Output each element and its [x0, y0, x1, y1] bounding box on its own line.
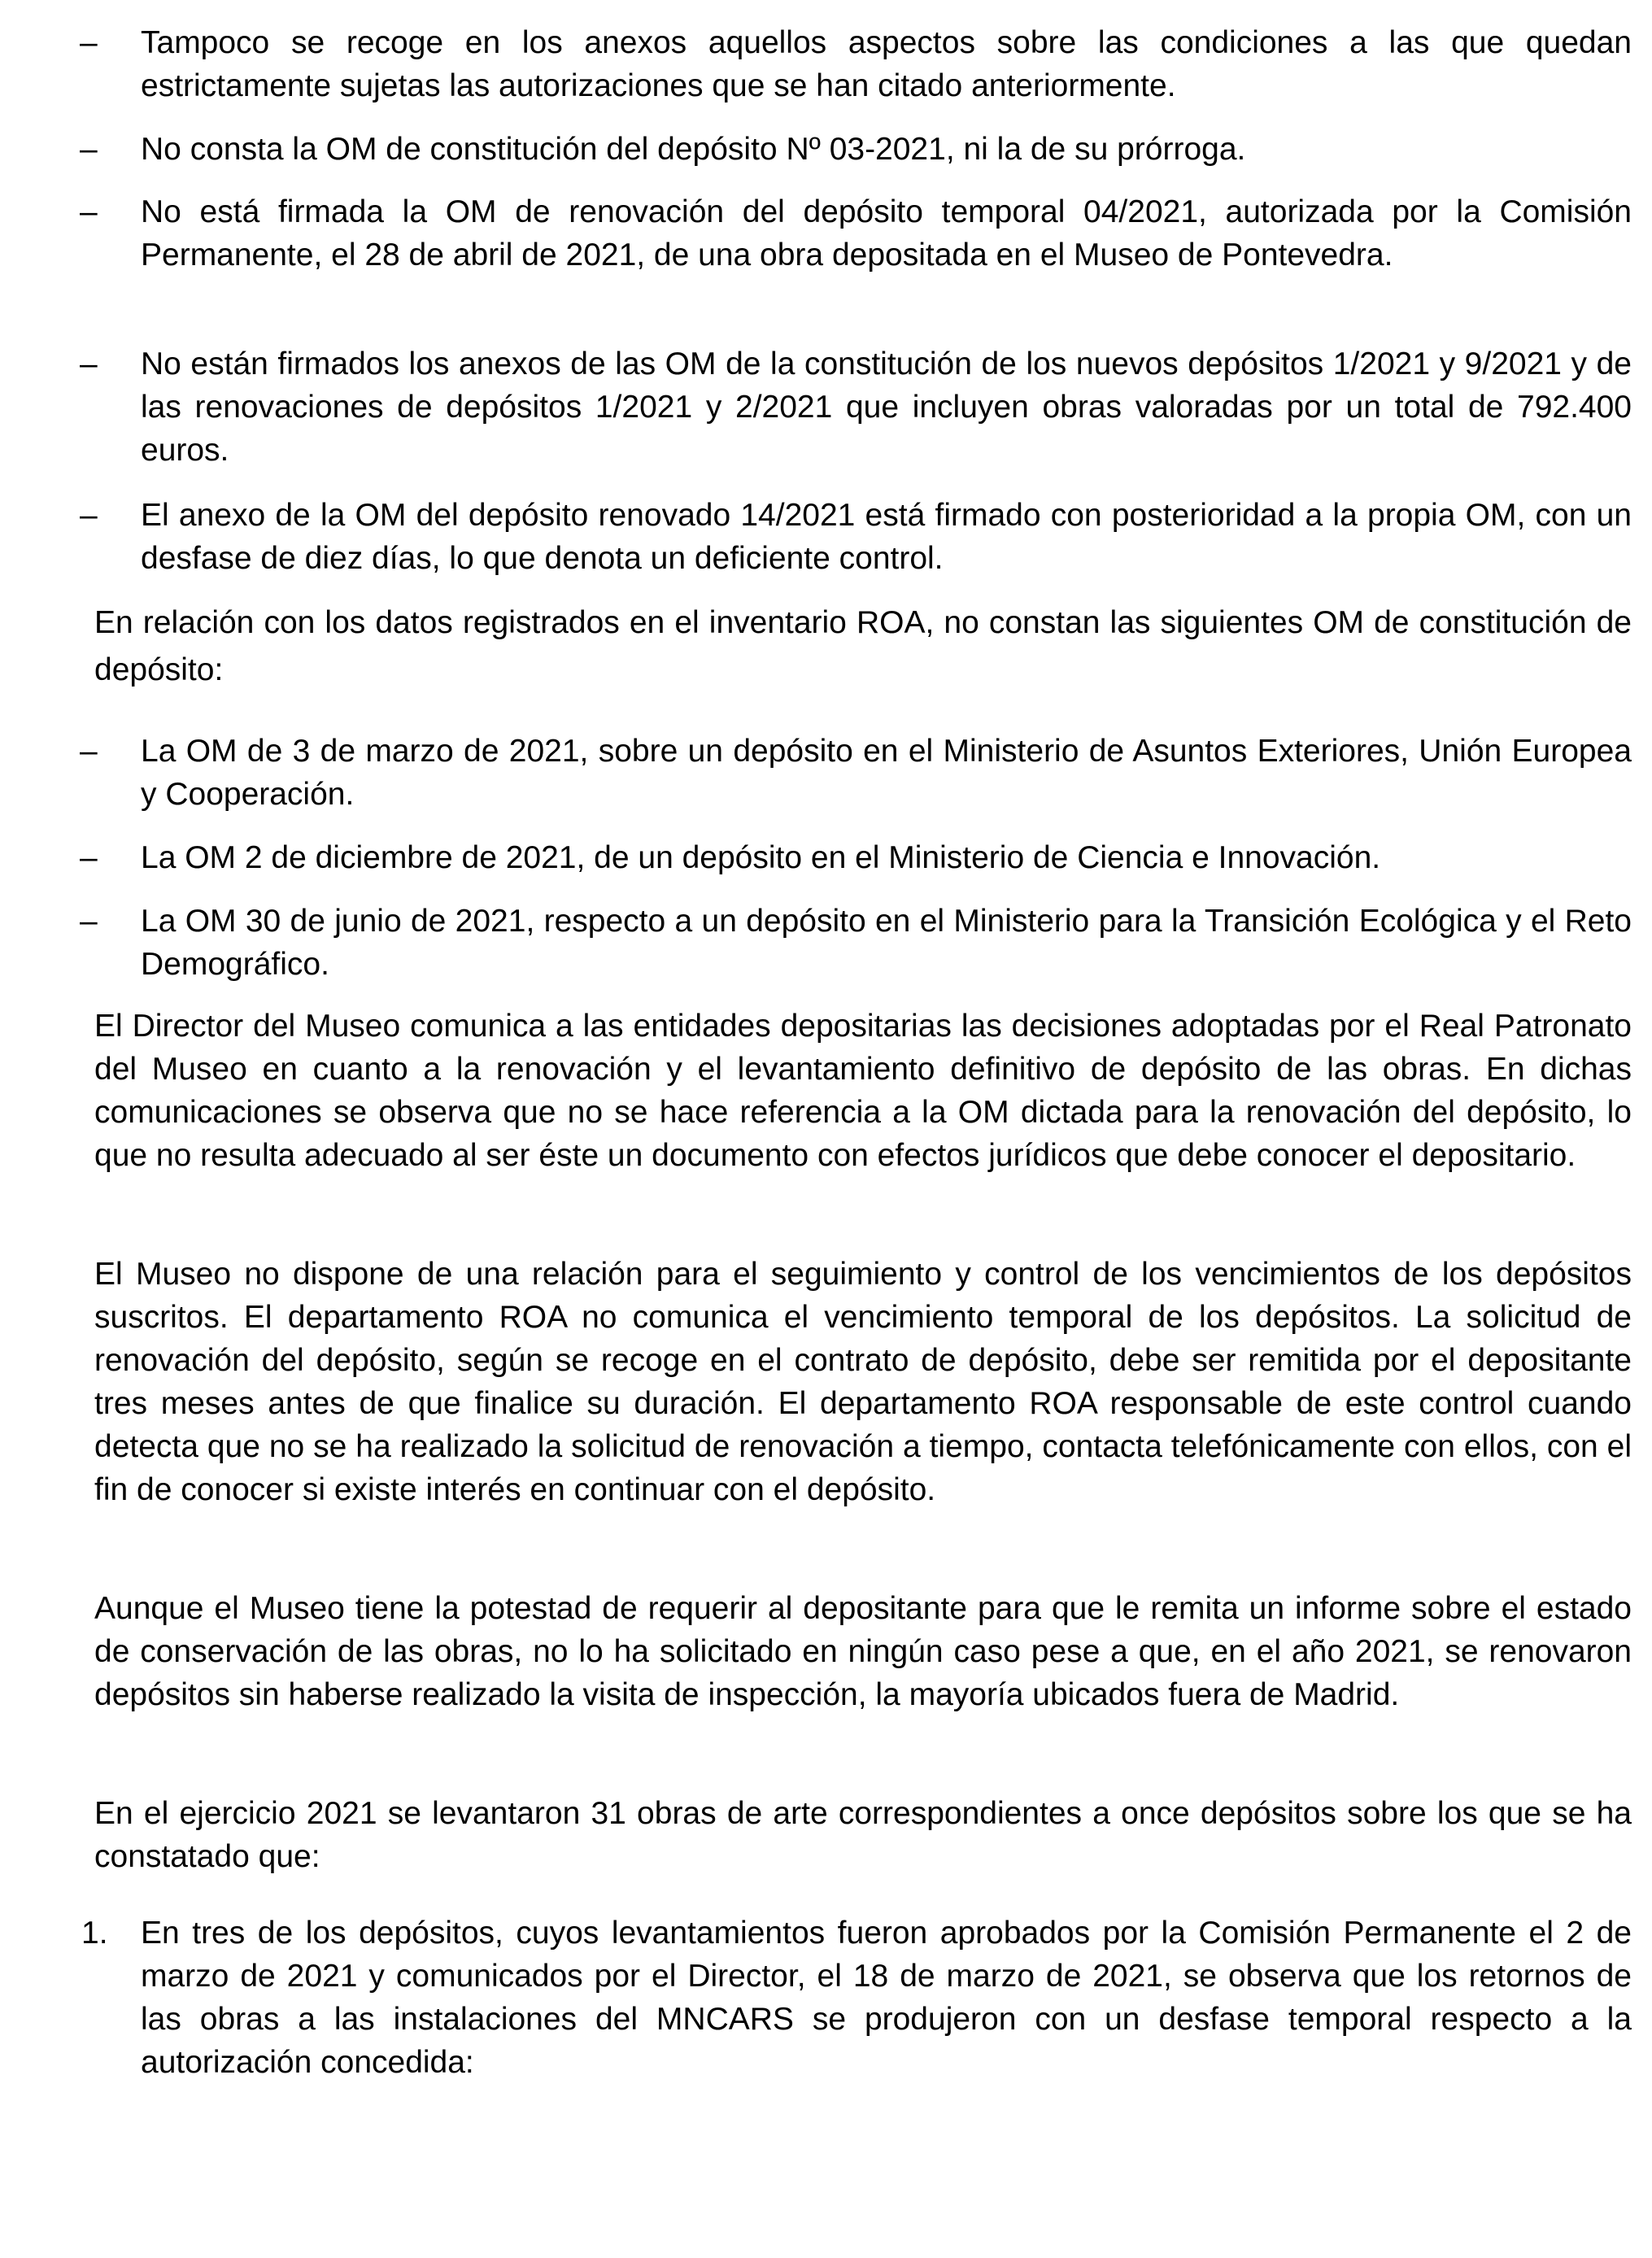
dash-bullet: – — [80, 904, 98, 939]
numbered-item-text: En tres de los depósitos, cuyos levantamientos fueron aprobados por la Comisión Permanente el 2 de marzo de 2021 y comunicados por el Director, el 18 de marzo de 2021, se observa que los retornos de las obras a las instalaciones del MNCARS se produjeron con un desfase temporal respecto a la autorización concedida: — [141, 1916, 1632, 2080]
list-item-text: La OM 2 de diciembre de 2021, de un depósito en el Ministerio de Ciencia e Innovación. — [141, 840, 1381, 875]
list-item-text: No están firmados los anexos de las OM de la constitución de los nuevos depósitos 1/2021 y 9/2021 y de las renovaciones de depósitos 1/2021 y 2/2021 que incluyen obras valoradas por un total de 792.400 euros. — [141, 347, 1632, 468]
dash-bullet: – — [80, 132, 98, 167]
list-item-text: La OM 30 de junio de 2021, respecto a un depósito en el Ministerio para la Transición Ecológica y el Reto Demográfico. — [141, 904, 1632, 982]
item-number: 1. — [81, 1916, 108, 1951]
dash-bullet: – — [80, 734, 98, 769]
paragraph-roa: En relación con los datos registrados en el inventario ROA, no constan las siguientes OM de constitución de depósito: — [94, 605, 1632, 687]
paragraph-aunque: Aunque el Museo tiene la potestad de requerir al depositante para que le remita un informe sobre el estado de conservación de las obras, no lo ha solicitado en ningún caso pese a que, en el año 2021, se renovaron depósitos sin haberse realizado la visita de inspección, la mayoría ubicados fuera de Madrid. — [94, 1591, 1632, 1712]
list-item-text: No está firmada la OM de renovación del depósito temporal 04/2021, autorizada por la Comisión Permanente, el 28 de abril de 2021, de una obra depositada en el Museo de Pontevedra. — [141, 194, 1632, 272]
dash-bullet: – — [80, 347, 98, 381]
list-item-text: Tampoco se recoge en los anexos aquellos aspectos sobre las condiciones a las que quedan estrictamente sujetas las autorizaciones que se han citado anteriormente. — [141, 25, 1632, 103]
paragraph-museo: El Museo no dispone de una relación para el seguimiento y control de los vencimientos de los depósitos suscritos. El departamento ROA no comunica el vencimiento temporal de los depósitos. La solicitud de renovación del depósito, según se recoge en el contrato de depósito, debe ser remitida por el depositante tres meses antes de que finalice su duración. El departamento ROA responsable de este control cuando detecta que no se ha realizado la solicitud de renovación a tiempo, contacta telefónicamente con ellos, con el fin de conocer si existe interés en continuar con el depósito. — [94, 1257, 1632, 1507]
paragraph-director: El Director del Museo comunica a las entidades depositarias las decisiones adoptadas por el Real Patronato del Museo en cuanto a la renovación y el levantamiento definitivo de depósito de las obras. En dichas comunicaciones se observa que no se hace referencia a la OM dictada para la renovación del depósito, lo que no resulta adecuado al ser éste un documento con efectos jurídicos que debe conocer el depositario. — [94, 1009, 1632, 1173]
dash-bullet: – — [80, 194, 98, 229]
list-item-text: El anexo de la OM del depósito renovado 14/2021 está firmado con posterioridad a la propia OM, con un desfase de diez días, lo que denota un deficiente control. — [141, 498, 1632, 576]
paragraph-ejercicio: En el ejercicio 2021 se levantaron 31 obras de arte correspondientes a once depósitos sobre los que se ha constatado que: — [94, 1796, 1632, 1874]
dash-bullet: – — [80, 498, 98, 533]
dash-bullet: – — [80, 25, 98, 60]
dash-bullet: – — [80, 840, 98, 875]
list-item-text: La OM de 3 de marzo de 2021, sobre un depósito en el Ministerio de Asuntos Exteriores, Unión Europea y Cooperación. — [141, 734, 1632, 812]
list-item-text: No consta la OM de constitución del depósito Nº 03-2021, ni la de su prórroga. — [141, 132, 1246, 167]
